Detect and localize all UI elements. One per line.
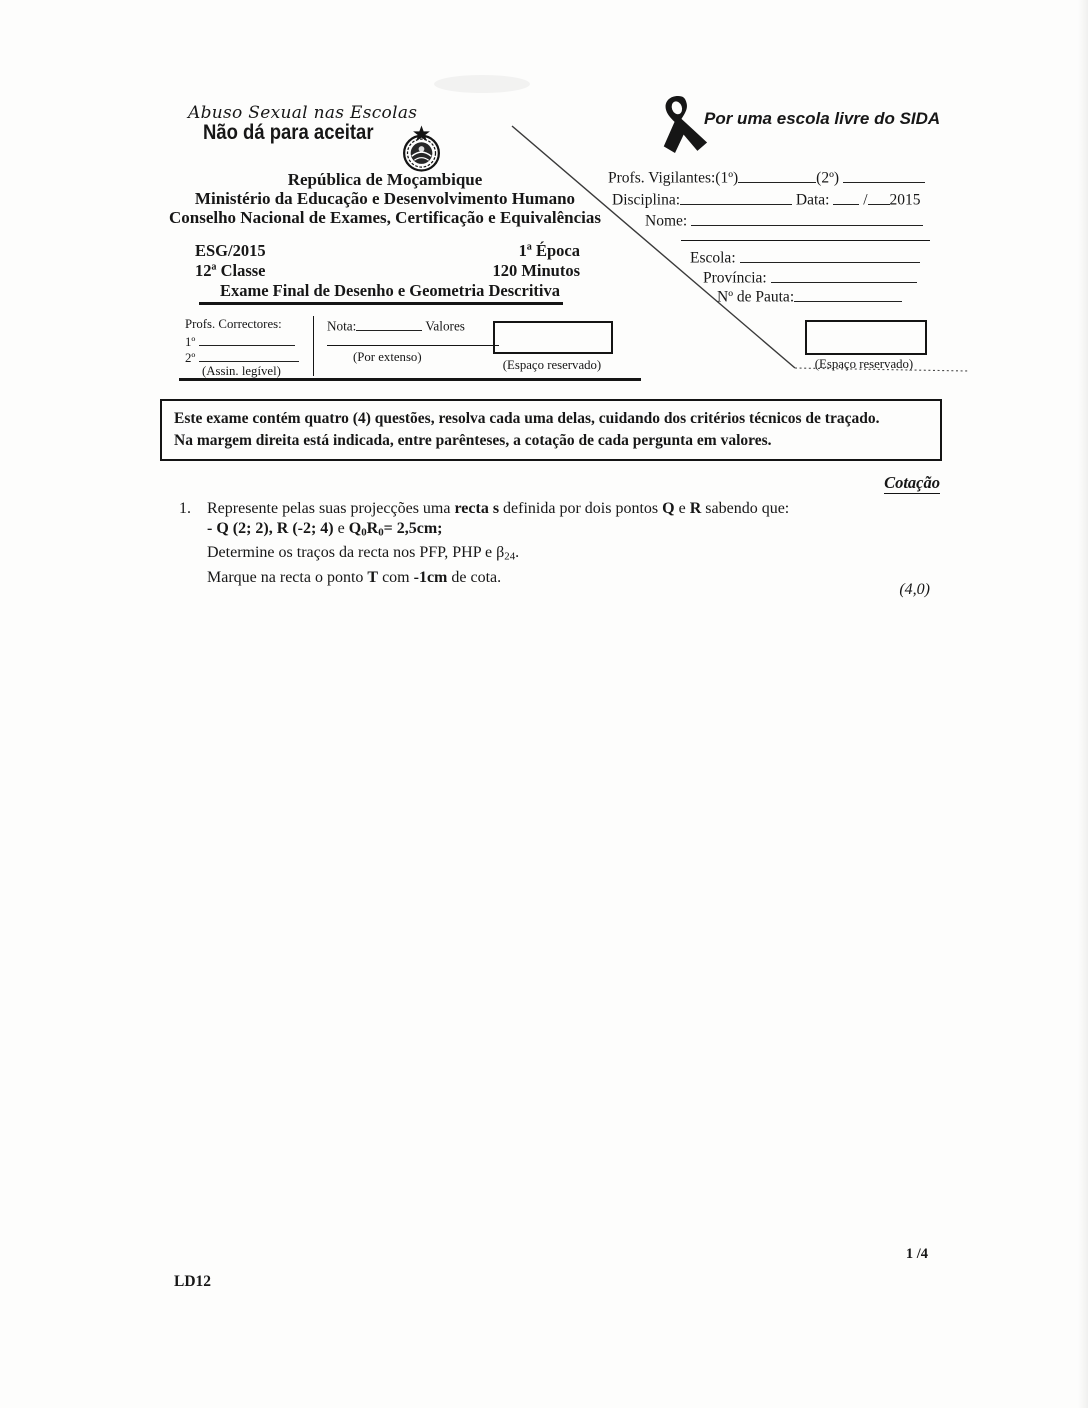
ribbon-slogan: Por uma escola livre do SIDA bbox=[704, 109, 941, 128]
pauta-field bbox=[794, 286, 902, 302]
question-1-line-2 bbox=[207, 519, 897, 543]
q1-l1-recta-s: recta s bbox=[454, 500, 500, 517]
pauta-row bbox=[717, 286, 902, 307]
q1-l4-cota: -1cm bbox=[413, 568, 448, 586]
q1-l2-q-sub: 0 bbox=[361, 526, 367, 539]
q1-l2-q: Q bbox=[348, 519, 362, 537]
sign-note: (Assin. legível) bbox=[202, 364, 281, 378]
ministry-title: Ministério da Educação e Desenvolvimento Humano bbox=[194, 189, 576, 208]
corrector-1-row bbox=[185, 333, 295, 350]
corrector-2-label: 2º bbox=[185, 351, 196, 366]
vigilantes-2-label: (2º) bbox=[816, 169, 840, 187]
corrector-2-field bbox=[199, 349, 299, 362]
year-text: 2015 bbox=[889, 191, 921, 209]
exam-epoca: 1ª Época bbox=[518, 241, 580, 260]
extenso-line bbox=[327, 345, 499, 346]
corrector-1-field bbox=[199, 333, 295, 346]
q1-l4-seg: de cota. bbox=[447, 568, 502, 586]
country-title: República de Moçambique bbox=[287, 170, 483, 189]
q1-l4-seg: com bbox=[378, 568, 414, 586]
disciplina-label: Disciplina: bbox=[612, 191, 681, 209]
correctors-divider bbox=[313, 316, 314, 376]
exam-title-underline bbox=[199, 302, 563, 305]
question-1-body bbox=[207, 499, 897, 587]
corrector-1-label: 1º bbox=[185, 335, 196, 350]
reserved-box-right bbox=[805, 320, 927, 355]
page-number: 1 /4 bbox=[905, 1246, 928, 1262]
data-month-field bbox=[868, 189, 890, 205]
vigilante-2-field bbox=[843, 167, 925, 183]
escola-label: Escola: bbox=[690, 249, 736, 267]
council-title: Conselho Nacional de Exames, Certificação e Equivalências bbox=[168, 208, 602, 227]
q1-l1-seg: Represente pelas suas projecções uma bbox=[207, 500, 455, 517]
campaign-slogan-text: Não dá para aceitar bbox=[203, 121, 374, 144]
instructions-line-2: Na margem direita está indicada, entre parênteses, a cotação de cada pergunta em valores. bbox=[174, 432, 772, 449]
provincia-row bbox=[703, 267, 917, 288]
scan-edge-shadow bbox=[1078, 0, 1088, 1408]
question-1-number: 1. bbox=[179, 500, 191, 517]
data-label: Data: bbox=[795, 191, 830, 209]
question-1-line-3 bbox=[207, 543, 897, 567]
exam-classe: 12ª Classe bbox=[195, 261, 266, 280]
q1-l1-seg: sabendo que: bbox=[701, 500, 790, 517]
header-bottom-rule bbox=[179, 378, 641, 381]
instructions-line-1: Este exame contém quatro (4) questões, resolva cada uma delas, cuidando dos critérios técnicos de traçado. bbox=[174, 410, 880, 427]
nome-second-line bbox=[681, 240, 930, 241]
cotacao-heading-wrap bbox=[840, 473, 940, 493]
disciplina-row bbox=[612, 189, 921, 210]
vigilantes-label: Profs. Vigilantes:(1º) bbox=[608, 169, 739, 187]
nome-label: Nome: bbox=[645, 212, 688, 230]
q1-l2-coords: - Q (2; 2), R (-2; 4) bbox=[207, 519, 334, 537]
q1-l2-seg: e bbox=[333, 519, 349, 537]
q1-l1-point-r: R bbox=[689, 500, 702, 517]
correctors-heading: Profs. Correctores: bbox=[185, 317, 282, 331]
q1-l2-r: R bbox=[366, 519, 379, 537]
nome-field bbox=[691, 210, 923, 226]
exam-duration: 120 Minutos bbox=[492, 261, 580, 280]
disciplina-field bbox=[680, 189, 792, 205]
exam-code: ESG/2015 bbox=[195, 241, 266, 260]
q1-l4-seg: Marque na recta o ponto bbox=[207, 568, 368, 586]
q1-l4-point-t: T bbox=[367, 568, 379, 586]
nota-field bbox=[356, 317, 422, 331]
q1-l2-measure: = 2,5cm; bbox=[383, 519, 443, 537]
cotacao-heading: Cotação bbox=[884, 473, 940, 492]
question-1-line-1 bbox=[207, 499, 897, 519]
doc-code: LD12 bbox=[174, 1273, 212, 1290]
q1-l1-seg: e bbox=[674, 500, 690, 517]
reserved-note-left: (Espaço reservado) bbox=[502, 358, 602, 372]
reserved-note-right: (Espaço reservado) bbox=[814, 357, 914, 371]
aids-ribbon-icon bbox=[648, 94, 712, 161]
provincia-label: Província: bbox=[703, 269, 767, 287]
q1-l3-seg: Determine os traços da recta nos PFP, PHP e β bbox=[207, 544, 505, 562]
campaign-script-text: Abuso Sexual nas Escolas bbox=[188, 103, 418, 123]
extenso-note: (Por extenso) bbox=[353, 350, 422, 364]
q1-l1-seg: definida por dois pontos bbox=[499, 500, 663, 517]
exam-title: Exame Final de Desenho e Geometria Descritiva bbox=[219, 281, 560, 300]
q1-l1-point-q: Q bbox=[662, 500, 675, 517]
data-day-field bbox=[833, 189, 859, 205]
valores-label: Valores bbox=[425, 318, 465, 334]
reserved-box-left bbox=[493, 321, 613, 354]
question-1-line-4 bbox=[207, 568, 897, 588]
vigilantes-row bbox=[608, 167, 925, 188]
pauta-label: Nº de Pauta: bbox=[717, 288, 795, 306]
q1-l2-r-sub: 0 bbox=[378, 526, 384, 539]
date-slash: / bbox=[863, 191, 868, 209]
escola-field bbox=[740, 247, 920, 263]
q1-l3-beta-sub: 24 bbox=[504, 550, 516, 563]
q1-l3-period: . bbox=[515, 544, 520, 562]
exam-meta-row-2 bbox=[195, 261, 580, 281]
exam-meta-row-1 bbox=[195, 241, 580, 261]
nota-row bbox=[327, 317, 465, 335]
question-1-score: (4,0) bbox=[899, 581, 930, 598]
escola-row bbox=[690, 247, 920, 268]
nota-label: Nota: bbox=[327, 318, 357, 334]
vigilante-1-field bbox=[738, 167, 816, 183]
instructions-box bbox=[160, 399, 942, 461]
nome-row bbox=[645, 210, 923, 231]
provincia-field bbox=[771, 267, 917, 283]
